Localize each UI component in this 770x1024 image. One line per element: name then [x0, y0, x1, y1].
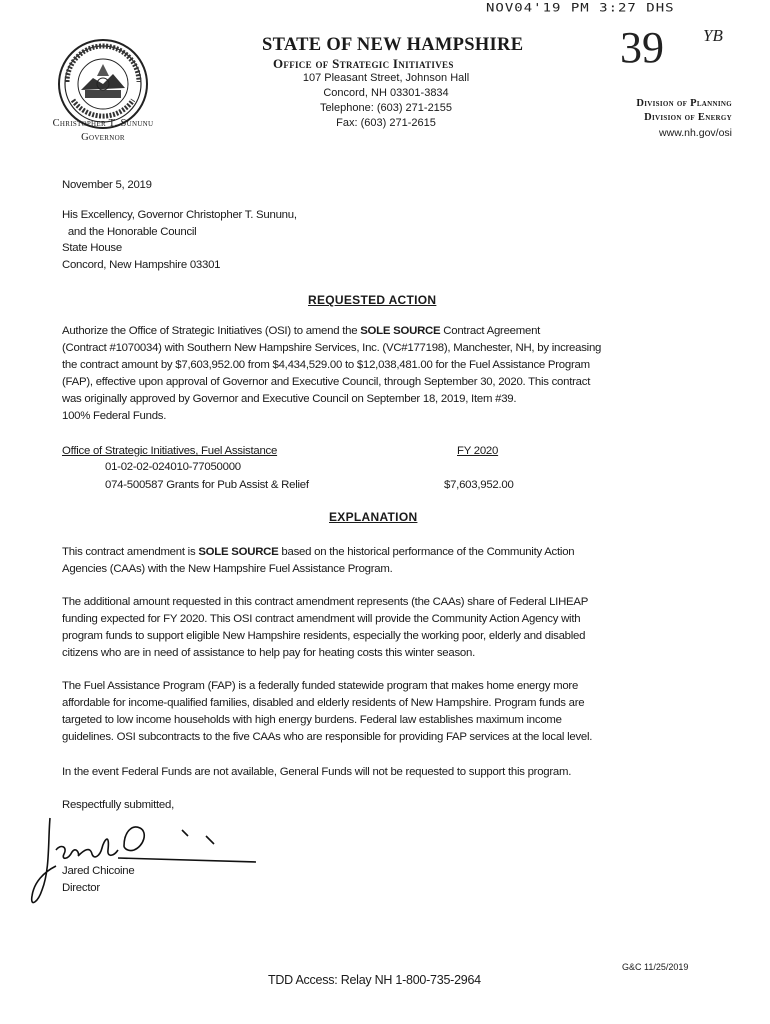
division-energy: Division of Energy	[644, 112, 732, 123]
handwritten-item-number: 39	[620, 23, 664, 72]
addressee-line: and the Honorable Council	[62, 225, 197, 238]
addressee-block	[62, 207, 297, 273]
addressee-line: State House	[62, 242, 122, 254]
governor-name	[38, 117, 168, 145]
governor-title: Governor	[81, 132, 125, 143]
text-segment: Authorize the Office of Strategic Initiatives (OSI) to amend the	[62, 325, 361, 337]
text-segment: based on the historical performance of the Community Action	[278, 546, 575, 558]
requested-action-heading: REQUESTED ACTION	[308, 293, 437, 307]
division-planning: Division of Planning	[636, 98, 732, 109]
emphasis-text: SOLE SOURCE	[360, 325, 441, 337]
funding-fy-header: FY 2020	[457, 445, 499, 457]
paragraph-line: The additional amount requested in this contract amendment represents (the CAAs) share of Federal LIHEAP	[62, 596, 589, 608]
emphasis-text: SOLE SOURCE	[198, 546, 279, 558]
explanation-heading: EXPLANATION	[329, 510, 418, 524]
addressee-line: His Excellency, Governor Christopher T. Sununu,	[62, 209, 297, 221]
text-segment: 100% Federal Funds.	[62, 410, 167, 422]
address-line-1: 107 Pleasant Street, Johnson Hall	[302, 72, 470, 84]
gc-date-code: G&C 11/25/2019	[622, 962, 689, 972]
funding-amount: $7,603,952.00	[444, 479, 514, 491]
signer-block	[62, 863, 134, 897]
explanation-1-line	[62, 561, 704, 578]
text-segment: (FAP), effective upon approval of Governor and Executive Council, through September 30, 2020. This contract	[62, 376, 591, 388]
explanation-paragraph-1	[62, 544, 704, 578]
text-segment: Contract Agreement	[440, 325, 541, 337]
funding-line-item: 074-500587 Grants for Pub Assist & Relief	[105, 479, 309, 491]
explanation-paragraph-4: In the event Federal Funds are not available, General Funds will not be requested to support this program.	[62, 766, 572, 778]
website-link[interactable]: www.nh.gov/osi	[659, 127, 732, 139]
address-line-2: Concord, NH 03301-3834	[323, 87, 449, 99]
paragraph-line: The Fuel Assistance Program (FAP) is a federally funded statewide program that makes home energy more	[62, 680, 579, 692]
letter-date: November 5, 2019	[62, 179, 152, 191]
requested-action-line	[62, 374, 704, 391]
signer-title: Director	[62, 882, 100, 894]
requested-action-line	[62, 357, 704, 374]
requested-action-line	[62, 323, 704, 340]
explanation-1-line	[62, 544, 704, 561]
text-segment: (Contract #1070034) with Southern New Hampshire Services, Inc. (VC#177198), Manchester, NH, by increasing	[62, 342, 602, 354]
paragraph-line: citizens who are in need of assistance to help pay for heating costs this winter season.	[62, 647, 475, 659]
paragraph-line: funding expected for FY 2020. This OSI contract amendment will provide the Community Action Agency with	[62, 613, 581, 625]
paragraph-line: program funds to support eligible New Hampshire residents, especially the working poor, elderly and disabled	[62, 630, 586, 642]
requested-action-line	[62, 391, 704, 408]
explanation-paragraph-2	[62, 594, 704, 662]
office-title: Office of Strategic Initiatives	[273, 56, 454, 71]
tdd-access-line: TDD Access: Relay NH 1-800-735-2964	[268, 973, 481, 987]
requested-action-line	[62, 408, 704, 425]
explanation-paragraph-3	[62, 678, 704, 746]
addressee-line: Concord, New Hampshire 03301	[62, 258, 221, 271]
paragraph-line: targeted to low income households with high energy burdens. Federal law establishes maximum income	[62, 714, 562, 726]
signer-name: Jared Chicoine	[62, 865, 135, 877]
funding-account: 01-02-02-024010-77050000	[105, 461, 241, 473]
text-segment: the contract amount by $7,603,952.00 from $4,434,529.00 to $12,038,481.00 for the Fuel Assistance Program	[62, 359, 590, 371]
requested-action-line	[62, 340, 704, 357]
received-stamp: NOV04'19 PM 3:27 DHS	[486, 2, 675, 15]
requested-action-paragraph	[62, 323, 704, 425]
telephone: Telephone: (603) 271-2155	[319, 102, 453, 114]
closing: Respectfully submitted,	[62, 799, 175, 811]
text-segment: Agencies (CAAs) with the New Hampshire Fuel Assistance Program.	[62, 563, 393, 575]
text-segment: was originally approved by Governor and Executive Council on September 18, 2019, Item #39.	[62, 393, 517, 405]
governor-name-text: Christopher T. Sununu	[52, 118, 154, 129]
funding-org: Office of Strategic Initiatives, Fuel Assistance	[62, 445, 278, 457]
state-title: STATE OF NEW HAMPSHIRE	[262, 35, 524, 55]
paragraph-line: affordable for income-qualified families, disabled and elderly residents of New Hampshire. Program funds are	[62, 697, 585, 709]
text-segment: This contract amendment is	[62, 546, 199, 558]
paragraph-line: guidelines. OSI subcontracts to the five CAAs who are responsible for providing FAP services at the local level.	[62, 731, 593, 743]
fax: Fax: (603) 271-2615	[336, 117, 436, 129]
handwritten-initials: YB	[703, 26, 723, 45]
